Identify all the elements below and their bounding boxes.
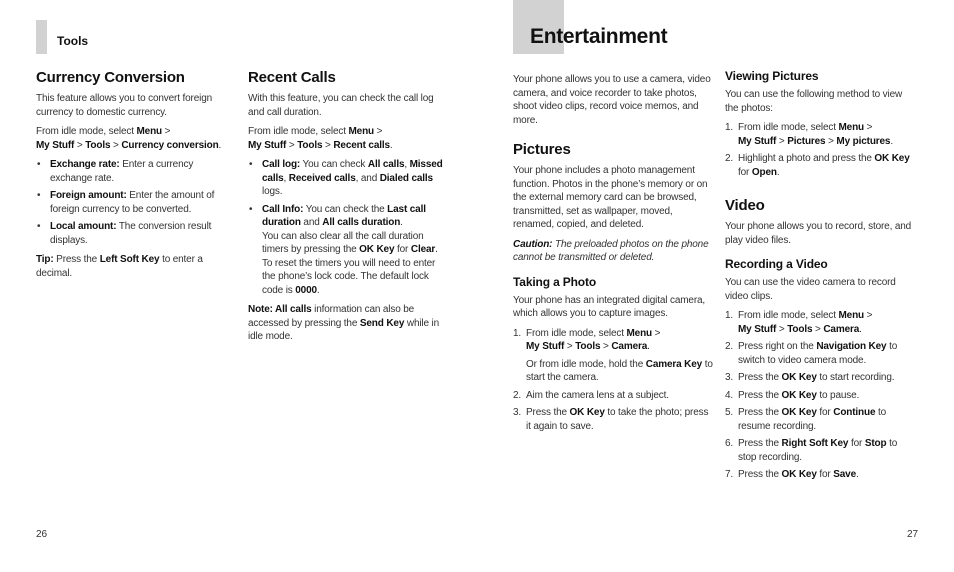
currency-conversion-section	[36, 69, 226, 286]
recent-note: Note: All calls information can also be accessed by pressing the Send Key while in idle mode.	[248, 304, 440, 342]
currency-fields-list	[36, 158, 226, 247]
taking-photo-title: Taking a Photo	[513, 274, 597, 289]
recording-video-title: Recording a Video	[725, 257, 828, 271]
chapter-title: Entertainment	[530, 25, 668, 48]
list-item: 1. From idle mode, select Menu > My Stuff > Tools > Camera. Or from idle mode, hold the Camera Key to start the camera.	[513, 327, 713, 383]
recent-calls-section	[248, 69, 443, 350]
list-item: 2. Press right on the Navigation Key to switch to video camera mode.	[725, 341, 898, 366]
recent-intro: With this feature, you can check the call log and call duration.	[248, 93, 434, 118]
pictures-text: Your phone includes a photo management function. Photos in the phone’s memory or on the external memory card can be browsed, transmitted, set as wallpaper, moved, renamed, copied, and deleted.	[513, 165, 708, 230]
list-item: • Call Info: You can check the Last call duration and All calls duration. You can also clear all the call duration timers by pressing the OK Key for Clear. To reset the timers you will need to enter the phone’s lock code. The default lock code is 0000.	[249, 203, 438, 296]
entertainment-section	[513, 73, 713, 439]
list-item: 2. Aim the camera lens at a subject.	[513, 389, 669, 401]
currency-tip: Tip: Press the Left Soft Key to enter a decimal.	[36, 254, 203, 279]
list-item: • Call log: You can check All calls, Missed calls, Received calls, and Dialed calls logs.	[249, 159, 443, 197]
currency-title: Currency Conversion	[36, 69, 185, 86]
list-item: 1. From idle mode, select Menu > My Stuff > Pictures > My pictures.	[725, 122, 893, 147]
recording-steps	[725, 309, 915, 482]
viewing-pictures-title: Viewing Pictures	[725, 69, 819, 83]
list-item: 3. Press the OK Key to take the photo; press it again to save.	[513, 407, 709, 432]
section-marker	[36, 20, 47, 54]
taking-photo-text: Your phone has an integrated digital camera, which allows you to capture images.	[513, 294, 706, 319]
list-item: 5. Press the OK Key for Continue to resume recording.	[725, 407, 887, 432]
list-item: 1. From idle mode, select Menu > My Stuff > Tools > Camera.	[725, 310, 873, 335]
viewing-video-section	[725, 69, 915, 488]
recent-options-list	[248, 158, 443, 297]
list-item: 3. Press the OK Key to start recording.	[725, 372, 895, 383]
photo-steps	[513, 327, 713, 434]
list-item: • Foreign amount: Enter the amount of foreign currency to be converted.	[37, 190, 215, 215]
list-item: • Exchange rate: Enter a currency exchange rate.	[37, 159, 194, 184]
currency-path: From idle mode, select Menu > My Stuff > Tools > Currency conversion.	[36, 126, 222, 151]
page-number-left: 26	[36, 529, 48, 540]
list-item: • Local amount: The conversion result displays.	[37, 221, 212, 246]
video-intro: Your phone allows you to record, store, and play video files.	[725, 221, 912, 246]
recording-video-intro: You can use the video camera to record video clips.	[725, 277, 896, 302]
list-item: 7. Press the OK Key for Save.	[725, 469, 859, 480]
list-item: 2. Highlight a photo and press the OK Key for Open.	[725, 153, 910, 178]
page-number-right: 27	[907, 529, 919, 540]
list-item: 6. Press the Right Soft Key for Stop to stop recording.	[725, 438, 898, 463]
caution-note: Caution: The preloaded photos on the phone cannot be transmitted or deleted.	[513, 238, 709, 263]
pictures-title: Pictures	[513, 141, 571, 158]
viewing-steps	[725, 121, 915, 179]
list-item: 4. Press the OK Key to pause.	[725, 389, 860, 401]
recent-path: From idle mode, select Menu > My Stuff > Tools > Recent calls.	[248, 126, 393, 151]
currency-intro: This feature allows you to convert foreign currency to domestic currency.	[36, 93, 213, 118]
recent-title: Recent Calls	[248, 69, 336, 86]
video-title: Video	[725, 197, 765, 214]
viewing-pictures-intro: You can use the following method to view the photos:	[725, 89, 903, 114]
section-header: Tools	[57, 34, 89, 48]
entertainment-intro: Your phone allows you to use a camera, video camera, and voice recorder to take photos, shoot video clips, record voice memos, and more.	[513, 74, 711, 126]
